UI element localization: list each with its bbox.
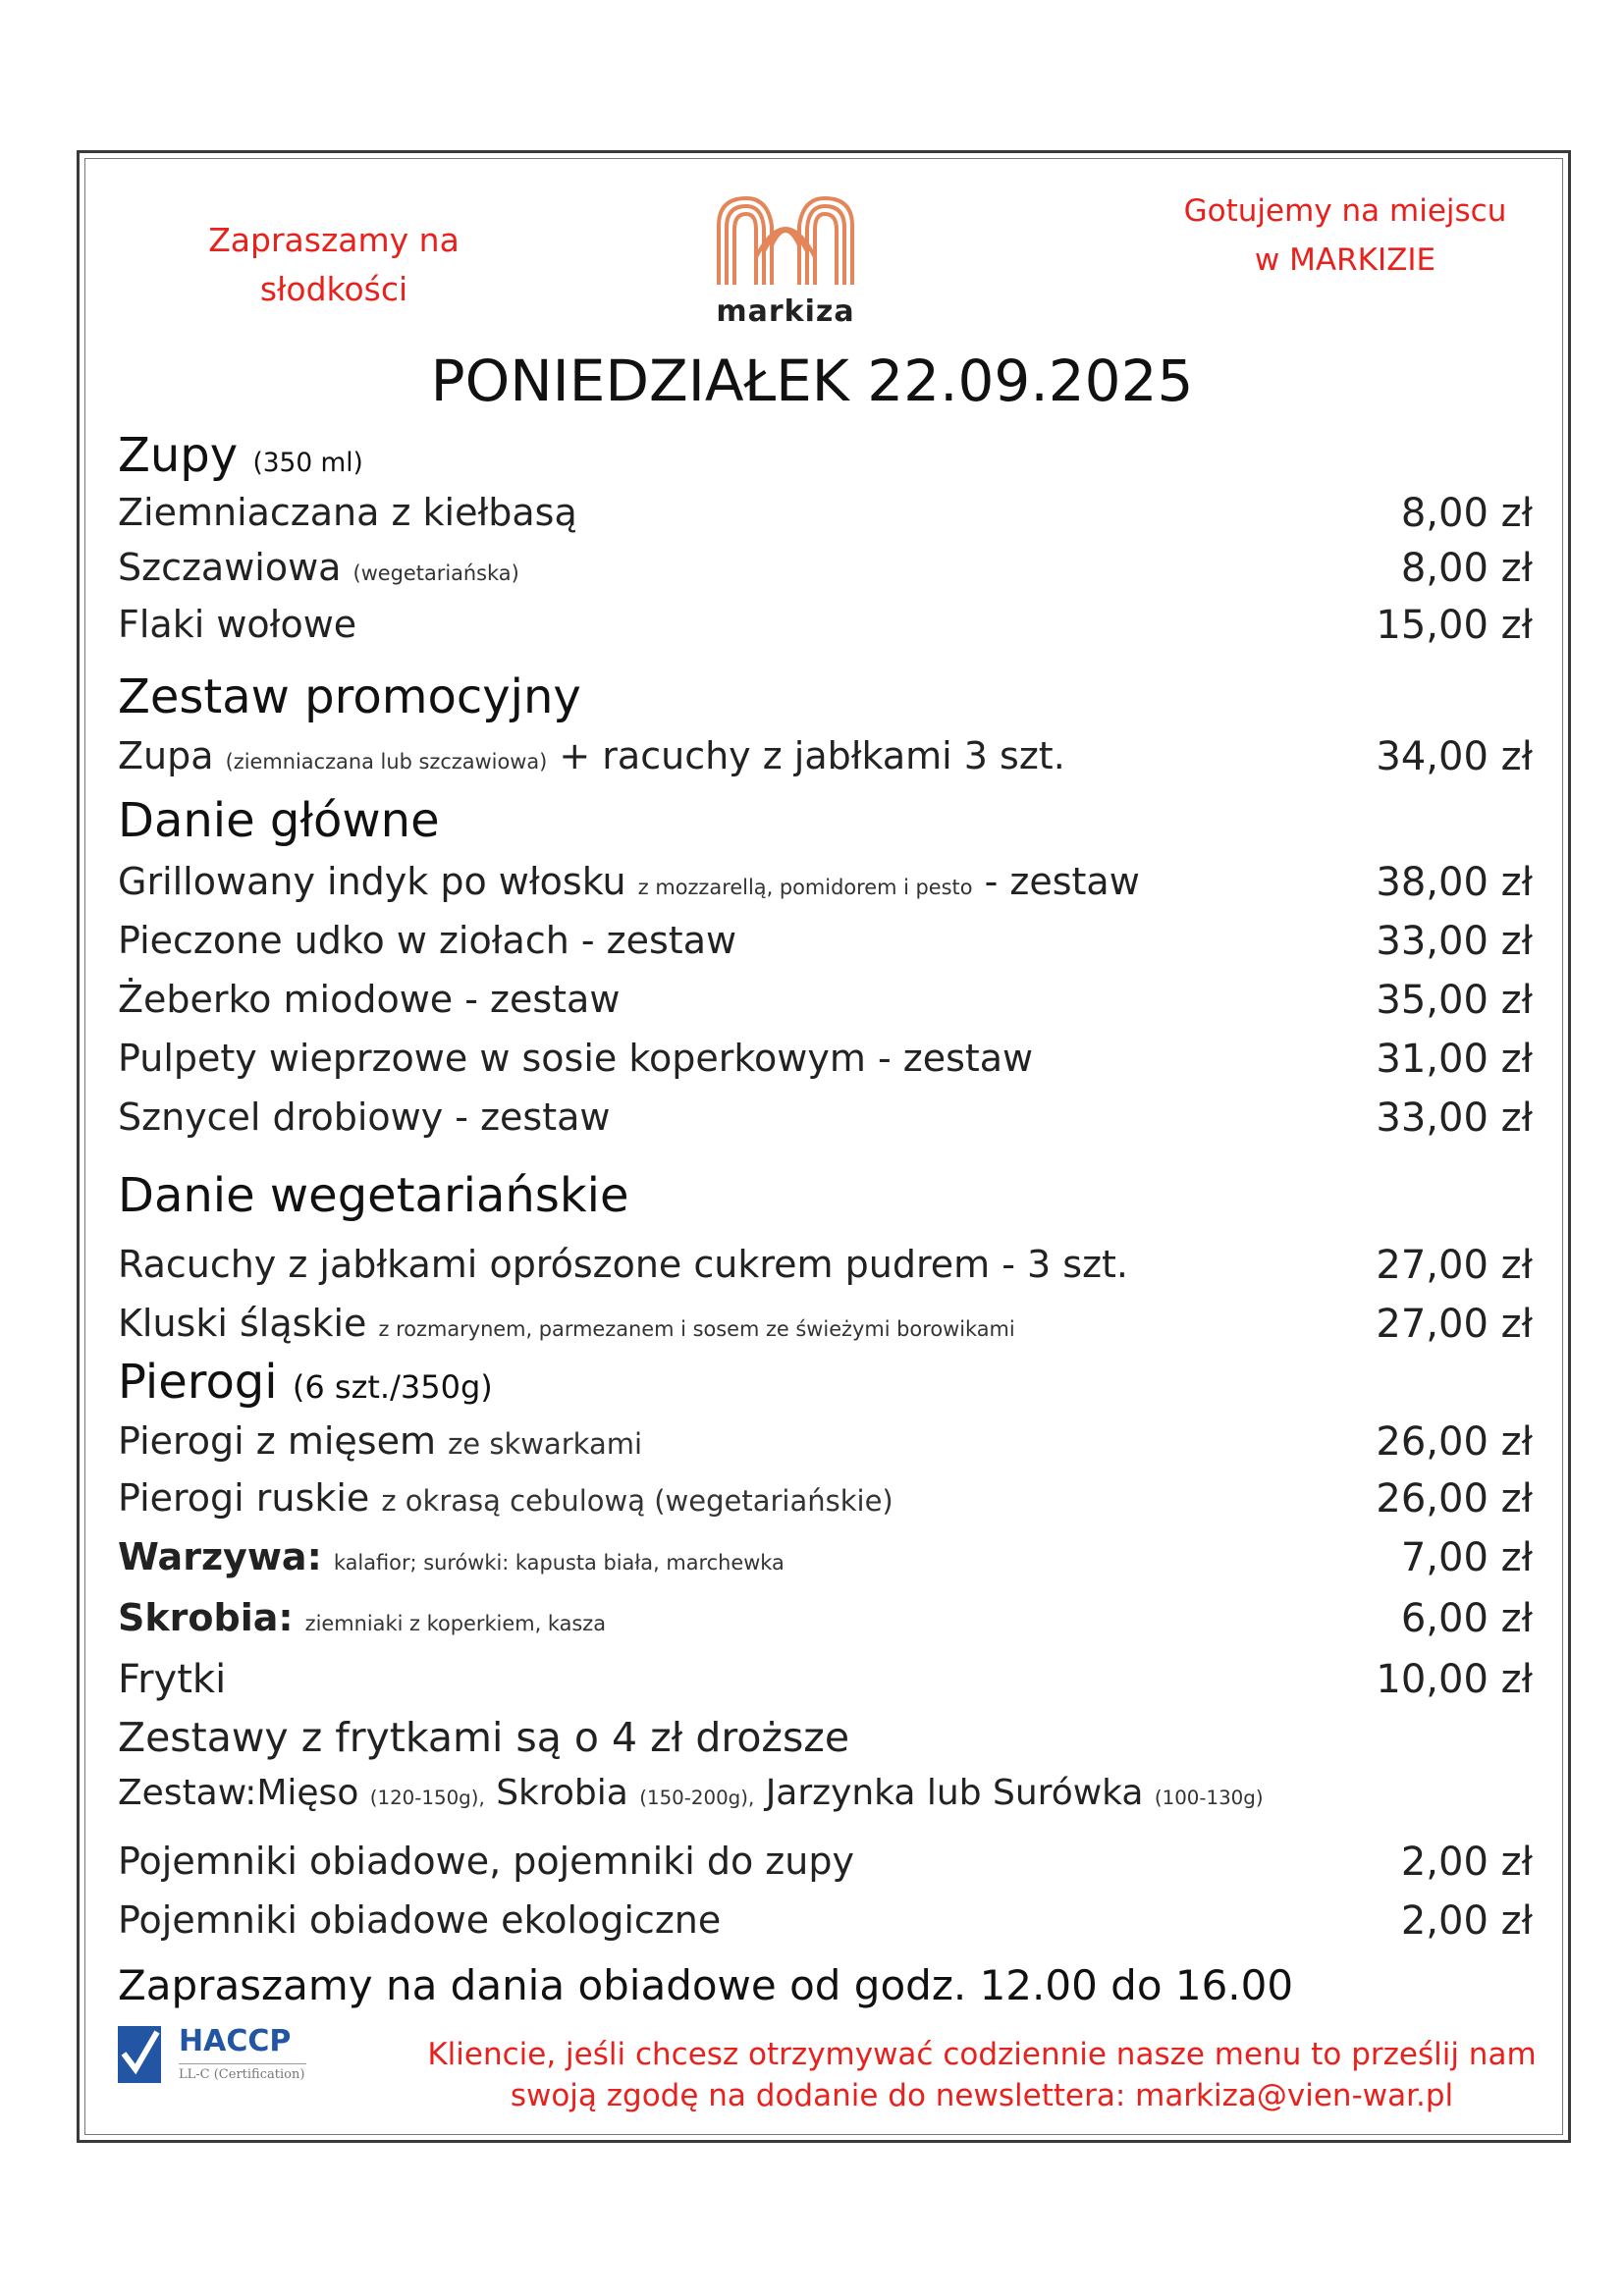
item-name: Warzywa: [118,1535,322,1578]
menu-item: Pulpety wieprzowe w sosie koperkowym - zestaw [118,1037,1034,1080]
haccp-label: HACCP [179,2024,292,2058]
item-name: Ziemniaczana z kiełbasą [118,491,577,534]
zestaw-part-note: (120-150g), [369,1787,485,1809]
item-price: 7,00 zł [1400,1535,1533,1580]
zestaw-part: Zestaw:Mięso [118,1773,359,1813]
item-note: ze skwarkami [448,1427,643,1461]
menu-item [118,491,577,534]
section-note: (350 ml) [252,448,363,478]
item-price: 10,00 zł [1376,1657,1533,1702]
zestaw-part: Jarzynka lub Surówka [765,1773,1144,1813]
item-price: 15,00 zł [1376,603,1533,648]
item-name: Pierogi ruskie [118,1476,370,1520]
item-price: 38,00 zł [1376,860,1533,905]
item-name: Flaki wołowe [118,603,357,646]
item-price: 27,00 zł [1376,1243,1533,1288]
item-name: Zupa [118,734,214,777]
checkmark-icon [116,2024,163,2085]
item-name: Skrobia: [118,1596,294,1639]
zestaw-part: Skrobia [496,1773,628,1813]
menu-item [118,546,519,589]
item-name-suffix: + racuchy z jabłkami 3 szt. [559,734,1065,777]
haccp-divider [179,2063,306,2064]
logo-wordmark: markiza [716,294,855,329]
zestaw-part-note: (150-200g), [639,1787,755,1809]
item-price: 26,00 zł [1376,1476,1533,1522]
item-price: 33,00 zł [1376,919,1533,964]
item-price: 31,00 zł [1376,1037,1533,1082]
section-wege: Danie wegetariańskie [118,1168,629,1223]
item-name: Szczawiowa [118,546,342,589]
newsletter-note [412,2034,1551,2116]
menu-item [118,1476,893,1520]
item-name-suffix: - zestaw [984,860,1140,903]
item-price: 35,00 zł [1376,978,1533,1023]
section-title: Pierogi [118,1355,278,1410]
item-price: 34,00 zł [1376,734,1533,779]
zestaw-composition [118,1773,1264,1813]
menu-item [118,1302,1015,1345]
sweets-line-2: słodkości [259,270,408,308]
zestaw-part-note: (100-130g) [1154,1787,1264,1809]
menu-item: Sznycel drobiowy - zestaw [118,1095,611,1139]
item-price: 27,00 zł [1376,1302,1533,1347]
cooking-line-2: w MARKIZIE [1254,242,1436,278]
cooking-onsite [1159,187,1532,285]
menu-item-pojemniki: Pojemniki obiadowe, pojemniki do zupy [118,1840,854,1883]
menu-item-frytki: Frytki [118,1657,227,1702]
item-note: z rozmarynem, parmezanem i sosem ze świeżymi borowikami [378,1317,1015,1341]
item-price: 8,00 zł [1400,491,1533,536]
menu-item-pojemniki-eko: Pojemniki obiadowe ekologiczne [118,1898,722,1942]
item-price: 26,00 zł [1376,1419,1533,1465]
menu-item: Pieczone udko w ziołach - zestaw [118,919,737,962]
frytki-note: Zestawy z frytkami są o 4 zł droższe [118,1714,850,1761]
item-price: 8,00 zł [1400,546,1533,591]
section-pierogi [118,1355,493,1410]
item-name: Pierogi z mięsem [118,1419,436,1463]
item-price: 2,00 zł [1400,1898,1533,1944]
menu-date-title: PONIEDZIAŁEK 22.09.2025 [430,347,1194,414]
section-glowne: Danie główne [118,793,440,848]
menu-item [118,860,1140,903]
cooking-line-1: Gotujemy na miejscu [1183,193,1507,229]
menu-item-warzywa [118,1535,785,1578]
newsletter-line-1: Kliencie, jeśli chcesz otrzymywać codziennie nasze menu to prześlij nam [427,2037,1537,2072]
item-note: z mozzarellą, pomidorem i pesto [637,876,973,899]
sweets-invitation [187,216,481,314]
menu-item: Żeberko miodowe - zestaw [118,978,621,1021]
section-note: (6 szt./350g) [292,1368,493,1406]
menu-item-skrobia [118,1596,606,1639]
item-name: Grillowany indyk po włosku [118,860,626,903]
item-note: (ziemniaczana lub szczawiowa) [225,750,548,774]
sweets-line-1: Zapraszamy na [208,221,460,259]
item-price: 33,00 zł [1376,1095,1533,1141]
opening-hours: Zapraszamy na dania obiadowe od godz. 12.00 do 16.00 [118,1961,1294,2009]
item-note: (wegetariańska) [352,561,519,585]
section-zestaw: Zestaw promocyjny [118,669,581,724]
section-title: Zupy [118,428,239,483]
menu-item: Racuchy z jabłkami oprószone cukrem pudrem - 3 szt. [118,1243,1128,1286]
item-note: z okrasą cebulową (wegetariańskie) [381,1484,893,1518]
item-note: kalafior; surówki: kapusta biała, marchewka [333,1551,785,1575]
menu-item [118,603,356,646]
menu-item [118,1419,642,1463]
item-name: Kluski śląskie [118,1302,367,1345]
item-price: 6,00 zł [1400,1596,1533,1641]
item-note: ziemniaki z koperkiem, kasza [304,1612,607,1635]
newsletter-line-2: swoją zgodę na dodanie do newslettera: markiza@vien-war.pl [510,2078,1454,2113]
item-price: 2,00 zł [1400,1840,1533,1885]
section-zupy [118,428,363,483]
menu-item [118,734,1065,777]
haccp-sub: LL-C (Certification) [179,2067,305,2082]
